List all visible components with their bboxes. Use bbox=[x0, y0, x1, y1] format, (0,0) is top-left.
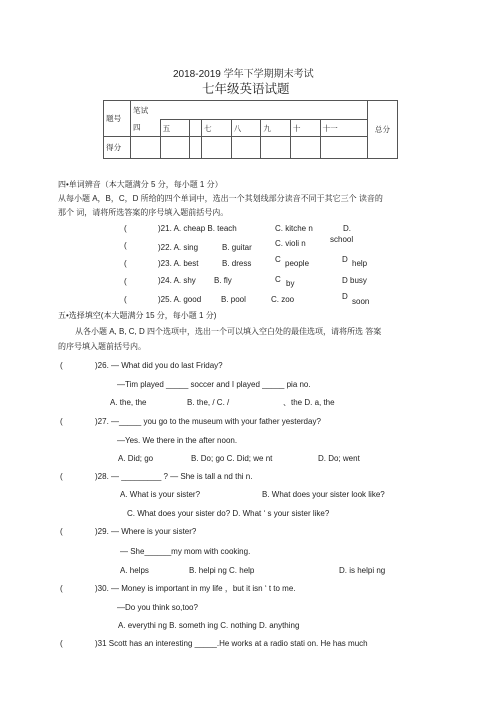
question-line: —Yes. We there in the after noon. bbox=[117, 436, 238, 445]
col-5: 五 bbox=[160, 120, 190, 137]
question-number-label: 题号 bbox=[104, 101, 131, 137]
option-b: B. What does your sister look like? bbox=[262, 490, 385, 499]
question-stem: )23. A. best bbox=[158, 259, 199, 268]
option-d: help bbox=[352, 259, 368, 268]
section5-instruction: 从各小题 A, B, C, D 四个选项中，选出一个可以填入空白处的最佳选项，请将所选 答案 bbox=[75, 327, 382, 336]
option-b: B. Do; go C. Did; we nt bbox=[191, 454, 273, 463]
option-a: A. What is your sister? bbox=[120, 490, 201, 499]
answer-paren[interactable]: ( bbox=[124, 259, 127, 268]
answer-paren[interactable]: ( bbox=[60, 527, 63, 536]
score-cell bbox=[131, 137, 161, 159]
answer-paren[interactable]: ( bbox=[124, 277, 127, 286]
col-7: 七 bbox=[202, 120, 232, 137]
option-d: school bbox=[330, 235, 354, 244]
total-score-label: 总分 bbox=[368, 101, 398, 159]
question-line: —Do you think so,too? bbox=[117, 603, 198, 612]
section5-heading: 五•选择填空(本大题满分 15 分，每小题 1 分) bbox=[58, 311, 217, 320]
section5-instruction-2: 的序号填入题前括号内。 bbox=[58, 342, 146, 351]
question-stem: )30. — Money is important in my life ，but it isn ‘ t to me. bbox=[95, 584, 296, 593]
score-cell bbox=[261, 137, 291, 159]
option-b: B. fly bbox=[214, 276, 232, 285]
question-stem: )27. —_____ you go to the museum with your father yesterday? bbox=[95, 417, 321, 426]
option-d: D. Do; went bbox=[318, 454, 360, 463]
question-stem: )24. A. shy bbox=[158, 276, 196, 285]
option-b: B. the, / C. / bbox=[187, 398, 230, 407]
option-c: 、the D. a, the bbox=[283, 398, 335, 407]
col-4: 四 bbox=[131, 120, 161, 137]
answer-paren[interactable]: ( bbox=[60, 639, 63, 648]
option-a: A. the, the bbox=[110, 398, 147, 407]
section4-instruction-2: 那个 词，请将所选答案的序号填入题前括号内。 bbox=[58, 208, 229, 217]
option-b: B. helpi ng C. help bbox=[189, 566, 255, 575]
col-8: 八 bbox=[231, 120, 261, 137]
option-b: B. dress bbox=[222, 259, 252, 268]
question-stem: )26. — What did you do last Friday? bbox=[95, 361, 223, 370]
score-table bbox=[103, 100, 398, 159]
option-d: D. is helpi ng bbox=[339, 566, 386, 575]
answer-paren[interactable]: ( bbox=[124, 295, 127, 304]
answer-paren[interactable]: ( bbox=[124, 241, 127, 250]
option-c: C. violi n bbox=[275, 239, 306, 248]
option-d: soon bbox=[352, 297, 370, 306]
col-9: 九 bbox=[261, 120, 291, 137]
option-d: D busy bbox=[342, 276, 367, 285]
score-row-label: 得分 bbox=[104, 137, 131, 159]
option-c: people bbox=[285, 259, 310, 268]
score-cell bbox=[231, 137, 261, 159]
exam-subtitle: 七年级英语试题 bbox=[202, 82, 290, 96]
written-exam-label: 笔试 bbox=[131, 101, 368, 120]
option-b: B. guitar bbox=[222, 243, 252, 252]
option-b: B. pool bbox=[221, 295, 246, 304]
answer-paren[interactable]: ( bbox=[124, 224, 127, 233]
score-cell bbox=[190, 137, 202, 159]
answer-paren[interactable]: ( bbox=[60, 361, 63, 370]
option-a: A. helps bbox=[120, 566, 149, 575]
option-c: C. What does your sister do? D. What ‘ s your sister like? bbox=[127, 509, 330, 518]
col-11: 十一 bbox=[320, 120, 368, 137]
question-stem: )22. A. sing bbox=[158, 243, 199, 252]
answer-paren[interactable]: ( bbox=[60, 584, 63, 593]
question-stem: )28. — _________ ? — She is tall a nd thi n. bbox=[95, 472, 253, 481]
section4-instruction: 从每小题 A，B，C，D 所给的四个单词中，选出一个其划线部分读音不同于其它三个 读音的 bbox=[58, 194, 383, 203]
exam-title: 2018-2019 学年下学期期末考试 bbox=[173, 69, 314, 80]
question-stem: )29. — Where is your sister? bbox=[95, 527, 197, 536]
option-d-letter: D bbox=[342, 255, 348, 264]
option-a: A. Did; go bbox=[118, 454, 154, 463]
option-d-letter: D bbox=[342, 292, 348, 301]
option-c-letter: C bbox=[275, 275, 281, 284]
col-10: 十 bbox=[290, 120, 320, 137]
option-c: by bbox=[286, 279, 295, 288]
option-c: C. kitche n bbox=[275, 224, 313, 233]
option-c: C. zoo bbox=[271, 295, 295, 304]
option-d: D. bbox=[343, 224, 351, 233]
col-6 bbox=[190, 120, 202, 137]
option-c-letter: C bbox=[275, 255, 281, 264]
score-cell bbox=[290, 137, 320, 159]
score-cell bbox=[320, 137, 368, 159]
question-line: — She______my mom with cooking. bbox=[120, 547, 251, 556]
score-cell bbox=[160, 137, 190, 159]
option-a: A. everythi ng B. someth ing C. nothing D. anything bbox=[118, 621, 300, 630]
question-stem: )25. A. good bbox=[158, 295, 202, 304]
answer-paren[interactable]: ( bbox=[60, 472, 63, 481]
answer-paren[interactable]: ( bbox=[60, 417, 63, 426]
question-line: —Tim played _____ soccer and I played _____ pia no. bbox=[117, 380, 311, 389]
section4-heading: 四•单词辨音（本大题满分 5 分，每小题 1 分） bbox=[58, 180, 223, 189]
question-stem: )31 Scott has an interesting _____.He works at a radio stati on. He has much bbox=[95, 639, 368, 648]
question-stem: )21. A. cheap B. teach bbox=[158, 224, 237, 233]
score-cell bbox=[202, 137, 232, 159]
